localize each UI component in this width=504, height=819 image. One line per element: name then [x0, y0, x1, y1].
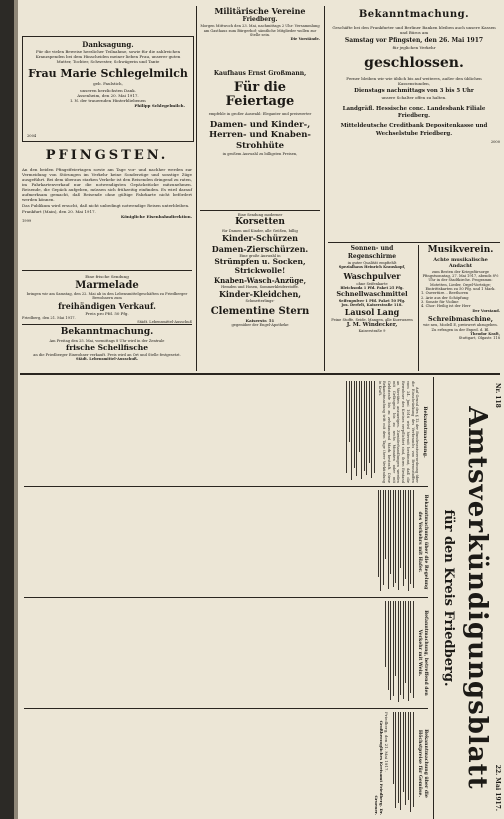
- ad-addr2: gegenüber der Engel-Apotheke: [231, 322, 289, 327]
- ad-headline: Für die Feiertage: [225, 79, 295, 110]
- ad-sub: zum Besten der Kriegsfürsorge: [431, 269, 490, 274]
- ad-sender: Städt. Lebensmittel-Ausschuß.: [76, 357, 138, 362]
- column-body: Auf Grund des § 12 der Bundesratsverordnung über die Einschränkung des Verbrauchs von Brennstoffen vom 24. Juni 1916 wird hiermit bestimmt, daß die Bewohner des Kreises verpflichtet sind, ihren Bestand an Vorräten anzuzeigen. Zuwiderhandlungen werden mit Gefängnis bis zu sechs Monaten oder mit Geldstrafe bis zu zehntausend Mark bestraft. Diese Bekanntmachung tritt mit dem Tage ihrer Verkündung in Kraft.: [377, 381, 420, 483]
- ad-sub: für Damen und Kinder, alle Größen, billig: [222, 229, 298, 233]
- ad-intro: Eine frische Sendung: [85, 274, 129, 279]
- ad-body: Geschäfte bei den Frankfurter und Berliner Banken bleiben auch unsere Kassen und Büros am: [332, 25, 496, 35]
- ad-sub3: Hemden und Hosen, Sommerkleiderstoffe.: [221, 284, 299, 289]
- column-rule: [196, 6, 197, 371]
- ad-number: 2000: [490, 139, 500, 144]
- ad-title: Marmelade: [75, 280, 139, 291]
- ad-title2: Friedberg.: [242, 16, 278, 24]
- ad-militaer: [200, 6, 320, 68]
- ad-hours: Dienstags nachmittags von 3 bis 5 Uhr: [354, 87, 474, 94]
- ad-title: Korsetten: [235, 217, 285, 228]
- ad-title2: freihändigen Verkauf.: [58, 300, 156, 311]
- program-item: 1. Ouvertüre... Beethoven: [421, 291, 469, 296]
- signature: Großherzogliches Kreisamt Friedberg. Dr. Gruener.: [373, 720, 384, 815]
- ad-date: Samstag vor Pfingsten, den 26. Mai 1917: [344, 37, 484, 44]
- ad-addr: Stuttgart, Olgastr. 118: [458, 336, 500, 341]
- gazette-subtitle: für den Kreis Friedberg.: [441, 509, 456, 687]
- ad-name: Frau Marie Schlegelmilch: [28, 67, 188, 81]
- ad-big: Damen- und Kinder-, Herren- und Knaben- Strohhüte: [209, 119, 311, 151]
- column-rule: [24, 597, 428, 598]
- gazette-rotation-frame: [18, 377, 504, 819]
- rotated-gazette-section: [18, 377, 504, 819]
- ad-born: geb. Faulstich,: [93, 81, 123, 87]
- program-item: 2. Arie aus der Schöpfung: [421, 295, 469, 300]
- ad-title3: Damen-Zierschürzen.: [211, 243, 309, 254]
- ad-shop: J. M. Windecker,: [346, 322, 398, 328]
- ad-footer: Das Publikum wird ersucht, daß nicht unbedingt notwendige Reisen unterbleiben.: [22, 202, 190, 208]
- ad-title: Sonnen- und Regenschirme: [347, 245, 397, 260]
- ad-banks: Landgräfl. Hessische conc. Landesbank Filiale Friedberg.: [342, 106, 486, 120]
- ad-sender: Königliche Eisenbahndirektion.: [120, 213, 192, 219]
- ad-signer: Philipp Schlegelmilch.: [134, 103, 185, 109]
- scan-binding-edge: [0, 0, 14, 819]
- ad-divider: [22, 324, 192, 325]
- ad-title3: Schreibmaschine,: [428, 314, 493, 323]
- ad-body: Morgen Mittwoch den 23. Mai, nachmittags 2 Uhr: Versammlung am Gasthaus zum Bürgerhof; sämtliche Mitglieder wollen zur Stelle sein.: [200, 24, 320, 37]
- ad-body: Feine Stoffe, Seide, Mangen, alle Kurzwaren: [331, 317, 413, 322]
- ad-title: Musikverein.: [427, 245, 494, 255]
- gazette-column-4: [24, 712, 428, 815]
- gazette-column-3: [24, 601, 428, 705]
- program-item: 3. Sonate für Violine: [421, 299, 459, 304]
- ad-sub2: Spezialhaus Heinrich Krauskopf,: [338, 264, 406, 269]
- ad-waschpulver: [328, 245, 416, 371]
- issue-number: Nr. 118: [494, 383, 501, 408]
- ad-body: An den beiden Pfingstfeiertagen sowie am Tage vor- und nachher werden zur Vermeidung von Störungen im Verkehr keine Sonderzüge und sonstige Züge ausgeführt. Bei dem überaus starken Verkehr ist den Reisenden dringend zu raten, im Fahrkartenverkauf nur die notwendigsten Gepäckstücke mitzunehmen. Reisende, die Gepäck aufgeben, müssen sich frühzeitig einfinden. Es wird darauf aufmerksam gemacht, daß Reisende ohne gültige Fahrkarte nicht befördert werden können.: [22, 166, 192, 202]
- ad-signoff: I. N. der trauernden Hinterbliebenen: [70, 98, 146, 104]
- ad-bekanntmachung-banks: [328, 8, 500, 240]
- ad-bekanntmachung-fish: [22, 327, 192, 371]
- ad-sender: Die Vorstände.: [290, 37, 320, 42]
- column-heading: Bekanntmachung.: [422, 406, 428, 458]
- gazette-column-1: [24, 381, 428, 483]
- ad-title4: Strümpfen u. Socken, Strickwolle!: [214, 257, 306, 276]
- ad-sub4: Schmetterlings-: [245, 299, 275, 304]
- ad-title3: Schnellwaschmittel: [336, 290, 408, 299]
- ad-pfingsten: [22, 148, 192, 268]
- ad-number: 2004: [27, 133, 37, 138]
- ad-big: geschlossen.: [364, 54, 464, 71]
- ad-shop: Kaufhaus Ernst Großmann,: [213, 70, 307, 77]
- footer-place: Friedberg, den 21. Mai 1917.: [383, 712, 389, 772]
- ad-danksagung: [22, 36, 194, 142]
- ad-addr: Kaiserstraße 9: [358, 329, 386, 334]
- column-rule: [324, 6, 325, 371]
- ad-sub: in großem Auswahl zu billigsten Preisen,: [222, 151, 298, 156]
- ad-price: Bleichsoda 1 Pfd. Paket 25 Pfg.: [340, 285, 404, 290]
- ad-body2: wie neu, Modell E, preiswert abzugeben. Zu erfragen in der Exped. d. Bl.: [423, 323, 498, 332]
- ad-date: Friedberg, den 21. Mai 1917.: [22, 316, 76, 321]
- ad-sender: Theodor Kraft,: [470, 331, 500, 336]
- ad-banks2: Mitteldeutsche Creditbank Depositenkasse und Wechselstube Friedberg.: [340, 123, 488, 137]
- ad-title: Bekanntmachung.: [358, 9, 470, 20]
- section-divider: [20, 373, 500, 375]
- ad-title2: Waschpulver: [343, 271, 401, 282]
- ad-price2: Seifenpulver 1 Pfd. Paket 50 Pfg.: [338, 298, 406, 303]
- ad-sub2: Eine große Auswahl in: [239, 254, 281, 259]
- column-heading: Bekanntmachung über die Regelung des Verkehrs mit Hafer.: [416, 494, 428, 590]
- ad-musikverein: [421, 245, 500, 371]
- ad-title2: Kinder-Schürzen: [222, 233, 298, 244]
- ad-intro: Eine Sendung moderner: [237, 213, 283, 217]
- ad-divider: [328, 242, 500, 243]
- ad-grossmann: [200, 70, 320, 208]
- ad-body: Für die vielen Beweise herzlicher Teilnahme, sowie für die zahlreichen Kranzspenden bei dem Hinscheiden meiner lieben Frau, unserer guten Mutter, Tochter, Schwester, Schwägerin und Tante: [35, 49, 181, 65]
- ad-sub3: ohne Seifenkarte: [356, 281, 388, 286]
- ad-title: PFINGSTEN.: [45, 148, 169, 163]
- issue-date: 22. Mai 1917.: [494, 764, 501, 811]
- ad-divider: [22, 270, 192, 271]
- ad-clementine-stern: [200, 213, 320, 371]
- ad-shop: Clementine Stern: [210, 305, 310, 317]
- ad-title5: Knaben-Wasch-Anzüge,: [213, 275, 307, 285]
- column-heading: Bekanntmachung über die Höchstpreise für Gemüse.: [416, 729, 428, 798]
- ad-title: Bekanntmachung.: [60, 327, 154, 337]
- ad-addr: Kaiserstr. 51: [245, 317, 275, 323]
- ad-body3: unsere Schalter offen zu halten.: [381, 95, 447, 101]
- ad-title4: Lausol Lang: [344, 307, 400, 318]
- ad-body2: Ferner bleiben wir wie üblich bis auf weiteres, außer den üblichen Kassenstunden,: [346, 75, 482, 86]
- ad-sub: für jeglichen Verkehr: [392, 44, 436, 50]
- ad-body2: an die Friedberger Einwohner verkauft. Preis wird an Ort und Stelle festgesetzt.: [33, 352, 181, 357]
- ad-price: Preis pro Pfd. 50 Pfg.: [85, 311, 129, 317]
- ad-thanks: unseren herzlichsten Dank.: [80, 88, 136, 94]
- column-rule: [24, 486, 428, 487]
- gazette-column-2: [24, 490, 428, 594]
- ad-divider: [200, 210, 320, 211]
- gazette-masthead-block: [433, 377, 504, 819]
- ad-number: 1999: [22, 218, 32, 223]
- ad-sender: Städt. Lebensmittel-Ausschuß: [137, 320, 192, 325]
- ad-title2: frische Schellfische: [65, 343, 149, 352]
- column-heading: Befanntmachung, betreffend den Verkehr mit Wein.: [416, 610, 428, 696]
- ad-items: empfehle in großer Auswahl: Eleganter und preiswerter: [208, 112, 312, 117]
- gazette-masthead: Amtsverkündigungsblatt: [462, 406, 492, 790]
- ad-title: Militärische Vereine: [214, 6, 306, 16]
- ad-sub: in guter Qualität empfiehlt: [347, 260, 397, 265]
- ad-marmelade: [22, 274, 192, 325]
- ad-sender: Jos. Derfelt, Kaiserstraße 118.: [341, 302, 403, 307]
- ad-title6: Kinder-Kleidchen,: [218, 289, 302, 300]
- ad-title: Danksagung.: [82, 40, 134, 49]
- ad-body: Am Freitag den 25. Mai, vormittags 8 Uhr wird in der Zentrale: [49, 338, 165, 343]
- column-rule: [24, 708, 428, 709]
- column-rule: [418, 245, 419, 371]
- ad-footer: Der Vorstand.: [472, 308, 500, 313]
- ad-place-date: Assenheim, den 20. Mai 1917.: [77, 93, 139, 99]
- program-item: 4. Chor: Heilig ist der Herr: [421, 304, 471, 309]
- ad-title2: Achte musikalische Andacht: [433, 256, 488, 270]
- ad-body: bringen wir am Samstag, den 22. Mai ab in den Lebensmittelgeschäften zu Friedberger Bewohnern zum: [26, 292, 188, 301]
- ad-body: Pfingstsonntag, 27. Mai 1917, abends 8½ Uhr in der Stadtkirche. Programm: Motetten, Lieder, Orgel-Vorträge; Eintrittskarten zu 50 Pfg. und 1 Mark.: [422, 274, 499, 291]
- ad-place: Frankfurt (Main), den 20. Mai 1917.: [22, 208, 96, 214]
